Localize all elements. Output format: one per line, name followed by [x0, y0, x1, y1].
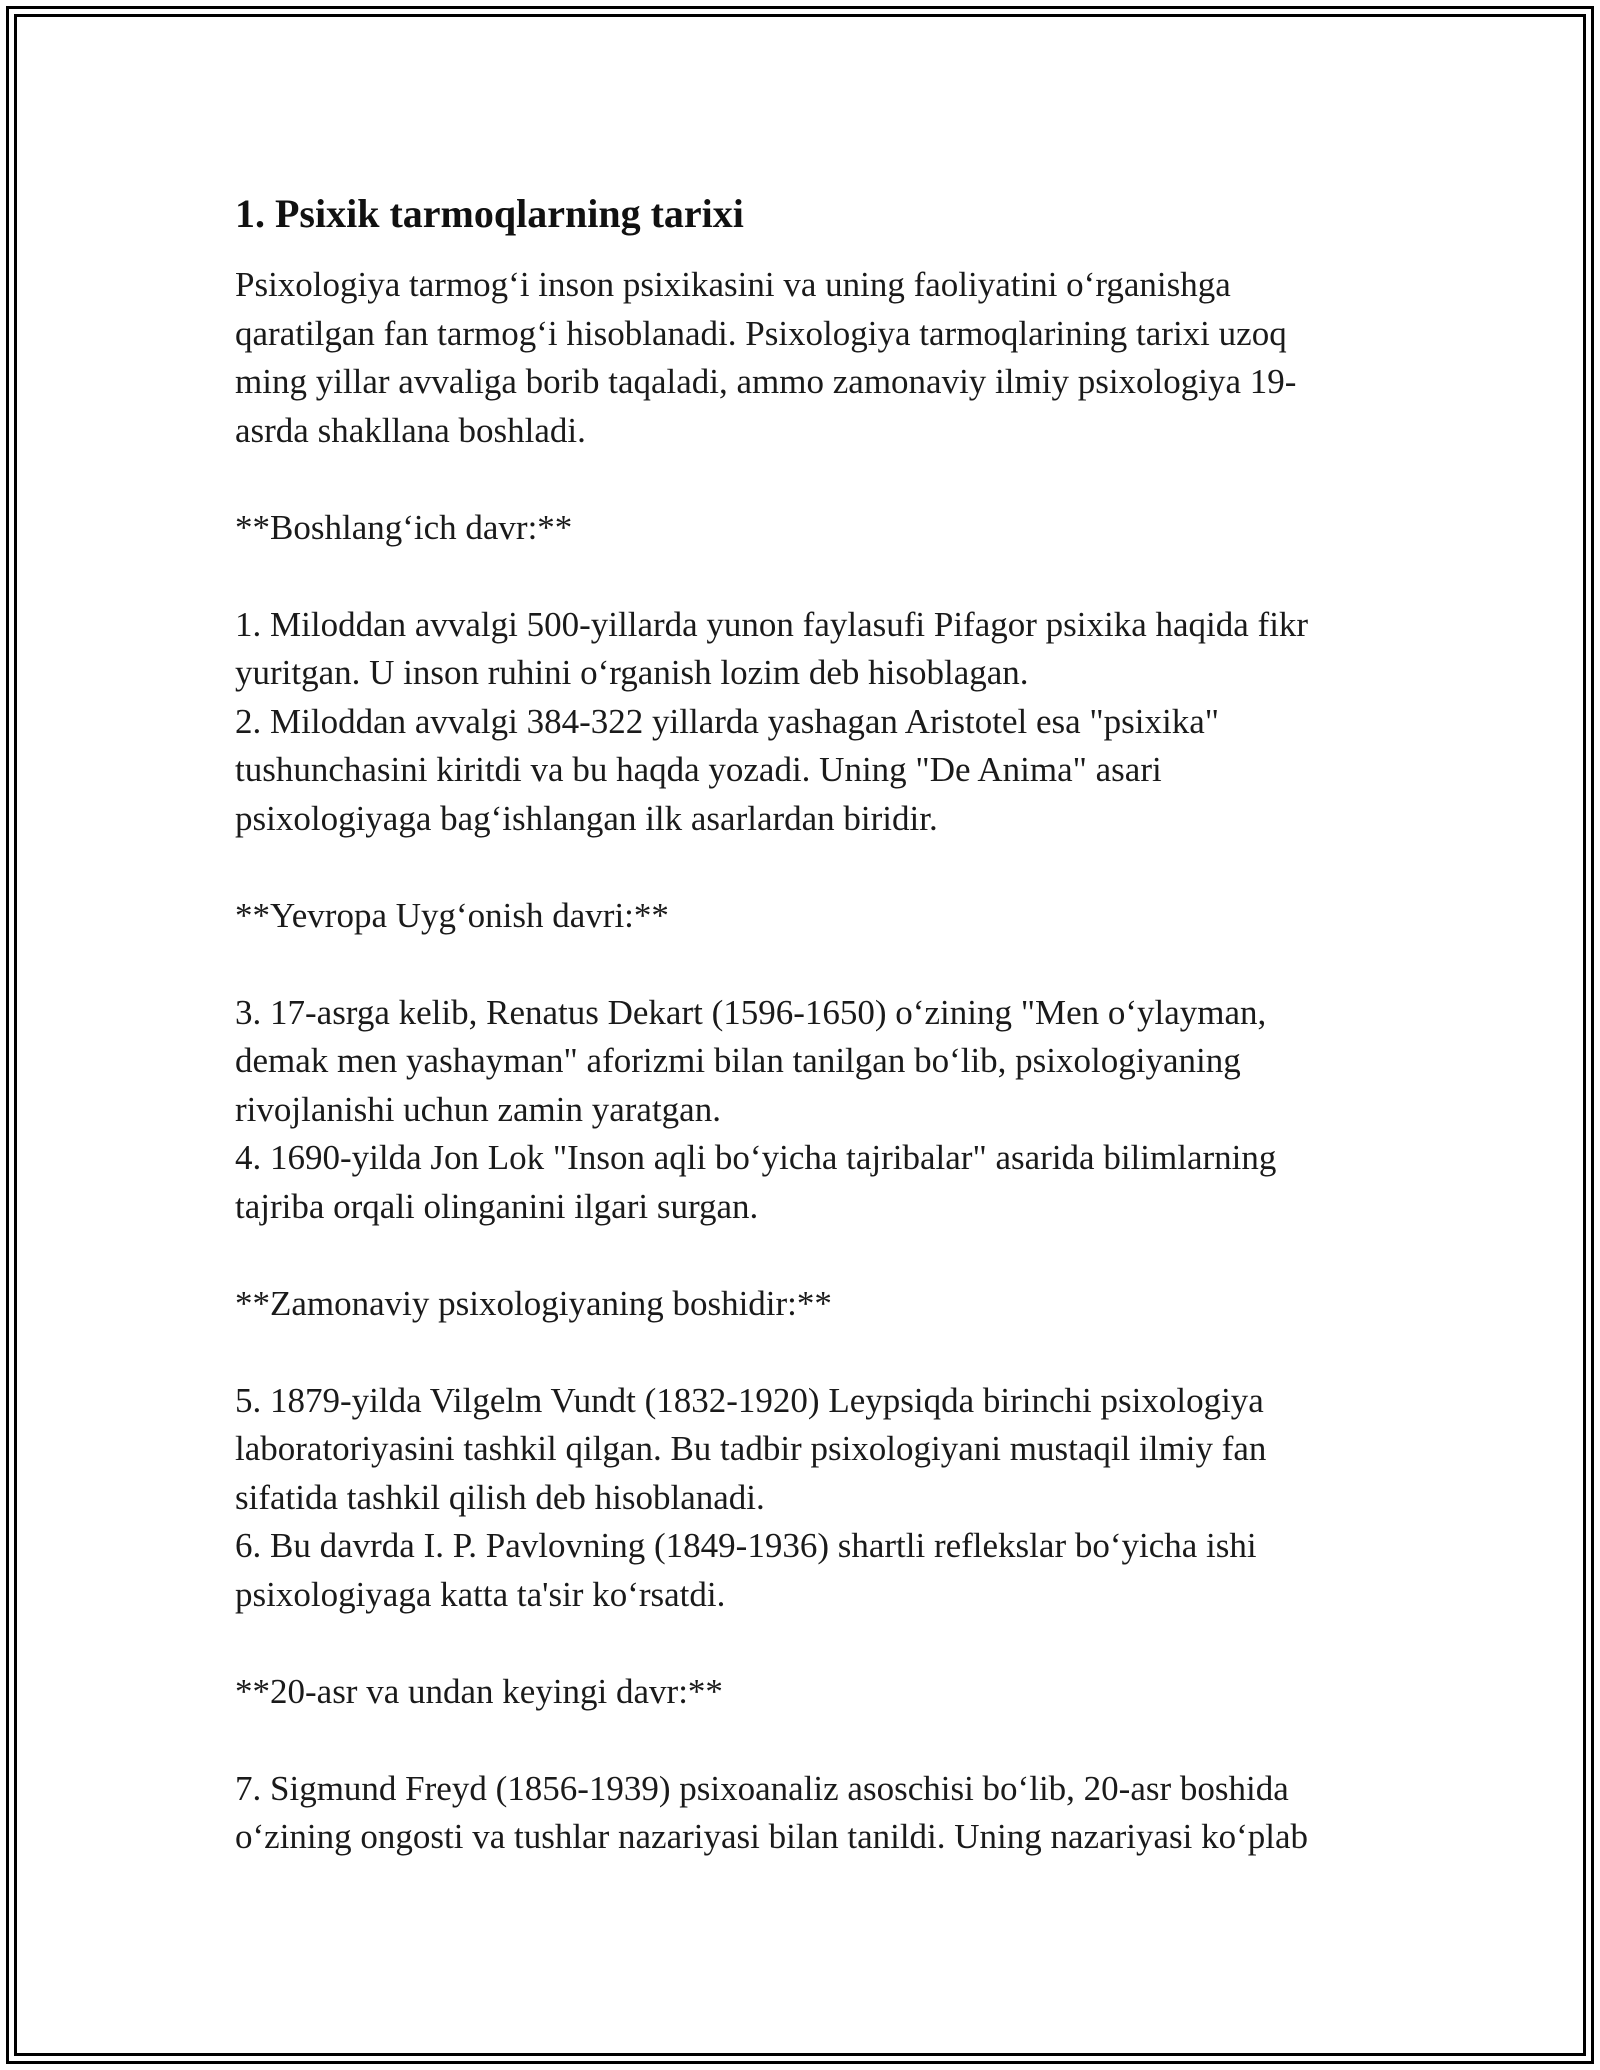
spacer — [235, 552, 1380, 601]
spacer — [235, 1328, 1380, 1377]
list-item-2: 2. Miloddan avvalgi 384-322 yillarda yashagan Aristotel esa "psixika" tushunchasini kiritdi va bu haqda yozadi. Uning "De Anima" asari psixologiyaga bag‘ishlangan ilk asarlardan biridir. — [235, 701, 1220, 838]
spacer — [235, 1231, 1380, 1280]
list-item-6: 6. Bu davrda I. P. Pavlovning (1849-1936) shartli reflekslar bo‘yicha ishi psixologiyaga katta ta'sir ko‘rsatdi. — [235, 1526, 1257, 1614]
list-item-3: 3. 17-asrga kelib, Renatus Dekart (1596-1650) o‘zining "Men o‘ylayman, demak men yashayman" aforizmi bilan tanilgan bo‘lib, psixologiyaning rivojlanishi uchun zamin yaratgan. — [235, 992, 1267, 1129]
list-item-1: 1. Miloddan avvalgi 500-yillarda yunon faylasufi Pifagor psixika haqida fikr yuritgan. U inson ruhini o‘rganish lozim deb hisoblagan. — [235, 604, 1309, 692]
spacer — [235, 455, 1380, 504]
document-body — [235, 188, 1380, 1862]
section-heading-renaissance: **Yevropa Uyg‘onish davri:** — [235, 895, 669, 935]
list-item-7: 7. Sigmund Freyd (1856-1939) psixoanaliz asoschisi bo‘lib, 20-asr boshida o‘zining ongosti va tushlar nazariyasi bilan tanildi. Uning nazariyasi ko‘plab — [235, 1768, 1309, 1856]
document-title: 1. Psixik tarmoqlarning tarixi — [235, 191, 744, 236]
spacer — [235, 843, 1380, 892]
section-heading-modern-psychology: **Zamonaviy psixologiyaning boshidir:** — [235, 1283, 832, 1323]
list-item-5: 5. 1879-yilda Vilgelm Vundt (1832-1920) Leypsiqda birinchi psixologiya laboratoriyasini tashkil qilgan. Bu tadbir psixologiyani mustaqil ilmiy fan sifatida tashkil qilish deb hisoblanadi. — [235, 1380, 1267, 1517]
intro-paragraph: Psixologiya tarmog‘i inson psixikasini va uning faoliyatini o‘rganishga qaratilgan fan tarmog‘i hisoblanadi. Psixologiya tarmoqlarining tarixi uzoq ming yillar avvaliga borib taqaladi, ammo zamonaviy ilmiy psixologiya 19- asrda shakllana boshladi. — [235, 265, 1297, 450]
spacer — [235, 1716, 1380, 1765]
spacer — [235, 1619, 1380, 1668]
section-heading-20th-century: **20-asr va undan keyingi davr:** — [235, 1671, 723, 1711]
section-heading-early-period: **Boshlang‘ich davr:** — [235, 507, 573, 547]
list-item-4: 4. 1690-yilda Jon Lok "Inson aqli bo‘yicha tajribalar" asarida bilimlarning tajriba orqali olinganini ilgari surgan. — [235, 1138, 1277, 1226]
spacer — [235, 940, 1380, 989]
